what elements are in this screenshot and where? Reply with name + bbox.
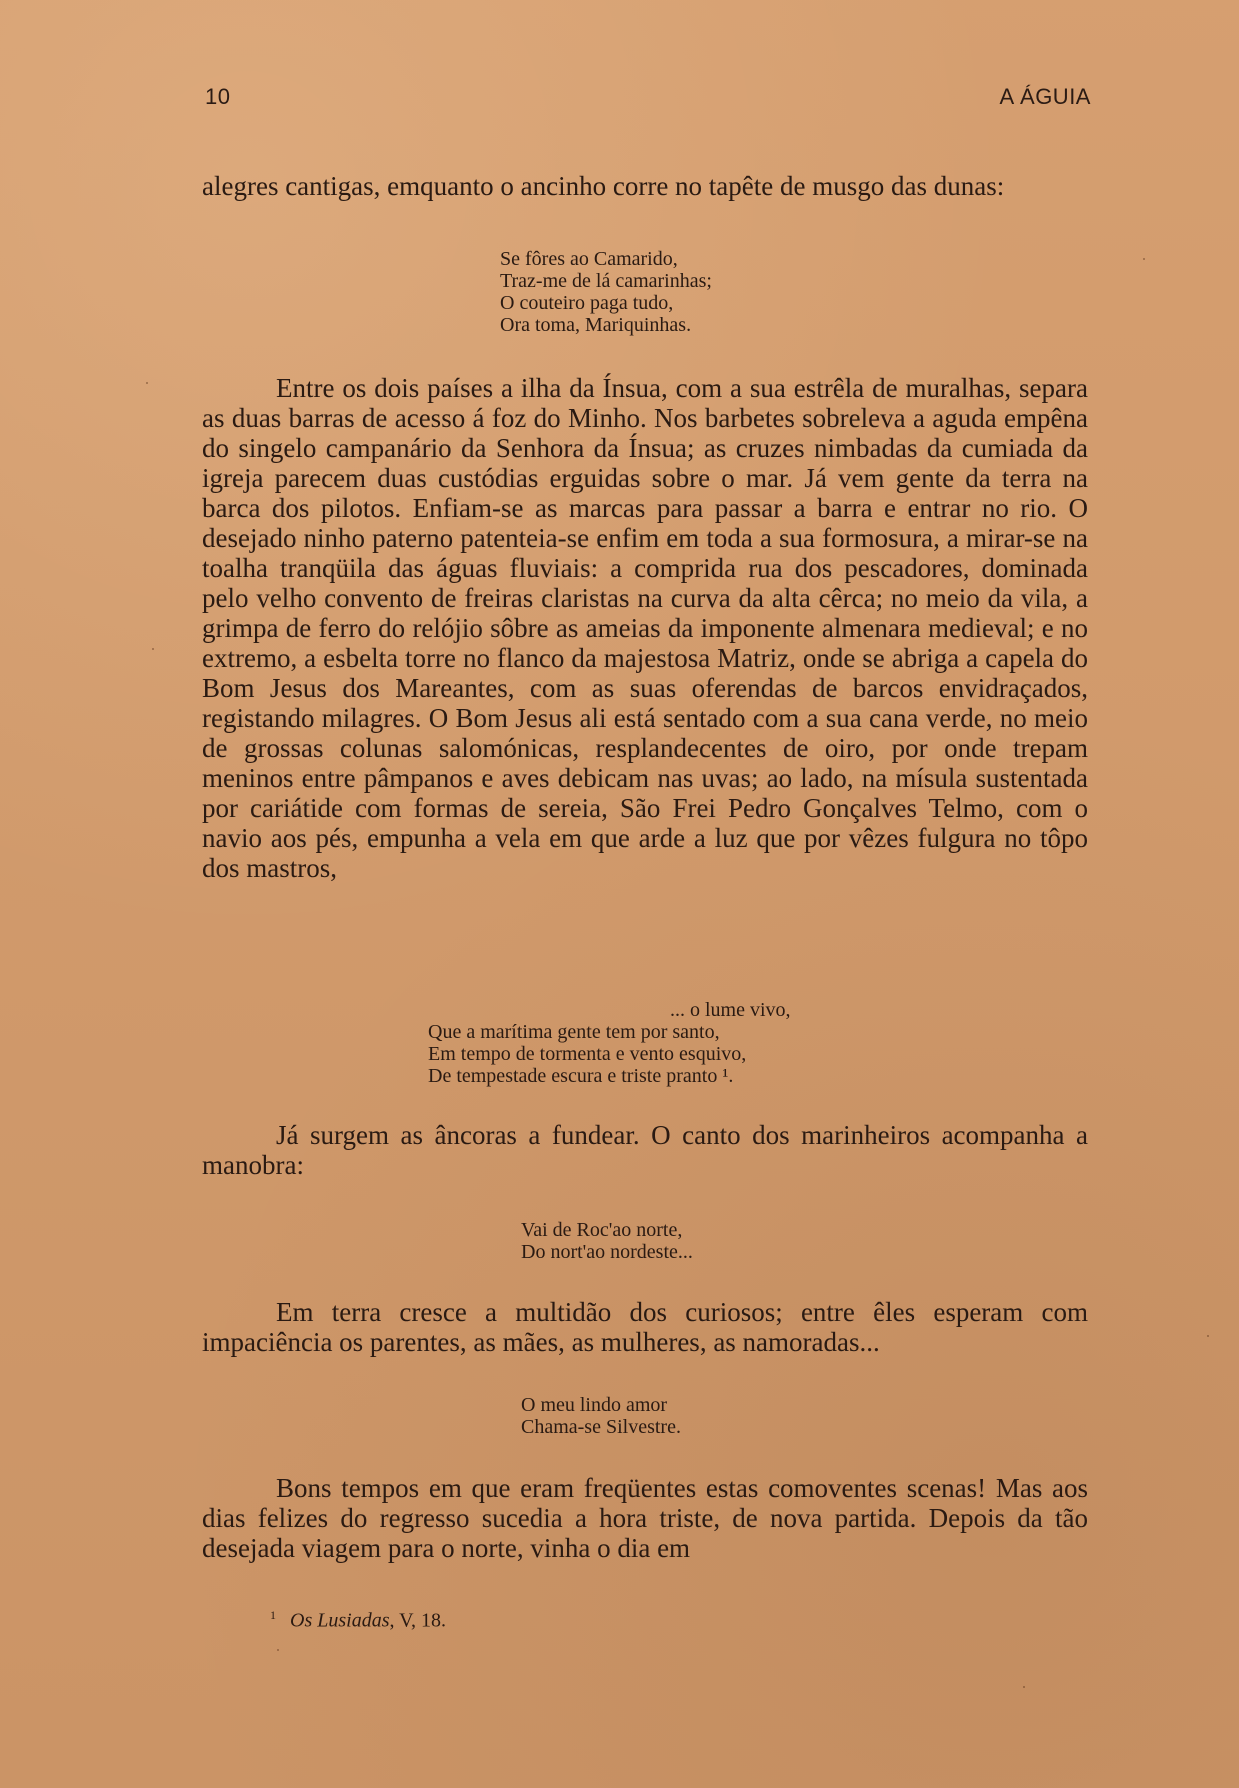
verse-roca: [521, 1219, 693, 1263]
verse-lusiadas: [428, 999, 791, 1087]
footnote-marker: 1: [270, 1608, 276, 1622]
paragraph-5: Bons tempos em que eram freqüentes estas comoventes scenas! Mas aos dias felizes do regresso sucedia a hora triste, de nova partida. Depois da tão desejada viagem para o norte, vinha o dia em: [202, 1473, 1088, 1563]
verse-line: O meu lindo amor: [521, 1394, 668, 1416]
verse-line: Vai de Roc'ao norte,: [521, 1219, 683, 1241]
verse-silvestre: [521, 1394, 681, 1438]
paper-speck: [1207, 1335, 1209, 1337]
paper-speck: [277, 1649, 279, 1651]
paragraph-2: Entre os dois países a ilha da Ínsua, com a sua estrêla de muralhas, separa as duas barras de acesso á foz do Minho. Nos barbetes sobreleva a aguda empêna do singelo campanário da Senhora da Ínsua; as cruzes nimbadas da cumiada da igreja parecem duas custódias erguidas sobre o mar. Já vem gente da terra na barca dos pilotos. Enfiam-se as marcas para passar a barra e entrar no rio. O desejado ninho paterno patenteia-se enfim em toda a sua formosura, a mirar-se na toalha tranqüila das águas fluviais: a comprida rua dos pescadores, dominada pelo velho convento de freiras claristas na curva da alta cêrca; no meio da vila, a grimpa de ferro do relójio sôbre as ameias da imponente almenara medieval; e no extremo, a esbelta torre no flanco da majestosa Matriz, onde se abriga a capela do Bom Jesus dos Mareantes, com as suas oferendas de barcos envidraçados, registando milagres. O Bom Jesus ali está sentado com a sua cana verde, no meio de grossas colunas salomónicas, resplandecentes de oiro, por onde trepam meninos entre pâmpanos e aves debicam nas uvas; ao lado, na mísula sustentada por cariátide com formas de sereia, São Frei Pedro Gonçalves Telmo, com o navio aos pés, empunha a vela em que arde a luz que por vêzes fulgura no tôpo dos mastros,: [202, 373, 1088, 883]
verse-line: Chama-se Silvestre.: [521, 1416, 681, 1438]
verse-line: Que a marítima gente tem por santo,: [428, 1021, 720, 1043]
footnote-work-title: Os Lusiadas: [290, 1609, 390, 1632]
verse-line: De tempestade escura e triste pranto ¹.: [428, 1065, 734, 1087]
paper-speck: [1143, 258, 1145, 260]
page-header: [205, 84, 1091, 114]
footnote: [270, 1604, 446, 1632]
paragraph-3: Já surgem as âncoras a fundear. O canto dos marinheiros acompanha a manobra:: [202, 1120, 1088, 1180]
paragraph-3-block: [202, 1120, 1088, 1180]
verse-line: O couteiro paga tudo,: [500, 292, 674, 314]
footnote-reference: , V, 18.: [389, 1609, 446, 1632]
paper-speck: [146, 382, 148, 384]
verse-line: ... o lume vivo,: [670, 999, 791, 1021]
page-number: 10: [205, 84, 231, 109]
verse-line: Se fôres ao Camarido,: [500, 248, 678, 270]
verse-line: Do nort'ao nordeste...: [521, 1241, 693, 1263]
verse-line: Ora toma, Mariquinhas.: [500, 314, 692, 336]
paper-speck: [152, 648, 154, 650]
paragraph-4-block: [202, 1297, 1088, 1357]
verse-line: Em tempo de tormenta e vento esquivo,: [428, 1043, 747, 1065]
verse-camarido: [500, 248, 712, 336]
verse-line: Traz-me de lá camarinhas;: [500, 270, 712, 292]
paragraph-4: Em terra cresce a multidão dos curiosos; entre êles esperam com impaciência os parentes, as mães, as mulheres, as namoradas...: [202, 1297, 1088, 1357]
paper-speck: [1023, 1686, 1025, 1688]
paragraph-1: alegres cantigas, emquanto o ancinho corre no tapête de musgo das dunas:: [202, 171, 1005, 201]
paragraph-1-block: [202, 171, 1088, 201]
running-title: A ÁGUIA: [999, 84, 1091, 109]
paragraph-2-block: [202, 373, 1088, 883]
paragraph-5-block: [202, 1473, 1088, 1563]
